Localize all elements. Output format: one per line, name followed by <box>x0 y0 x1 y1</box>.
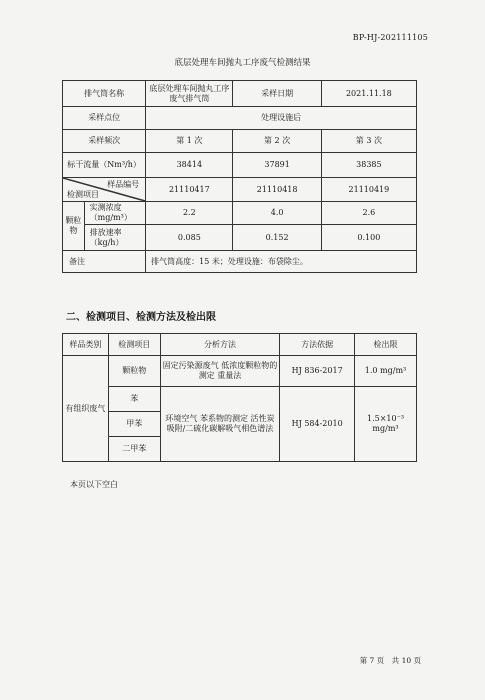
stack-name-label: 排气筒名称 <box>63 81 146 107</box>
concentration-1: 2.2 <box>146 202 233 225</box>
particulate-label: 颗粒物 <box>63 202 85 251</box>
emission-rate-label: 排放速率（kg/h） <box>84 225 146 251</box>
remark-value: 排气筒高度：15 米；处理设施：布袋除尘。 <box>146 251 417 273</box>
basis-particulate: HJ 836-2017 <box>280 356 355 387</box>
header-method: 分析方法 <box>160 334 280 356</box>
sampling-frequency-label: 采样频次 <box>63 130 146 153</box>
emission-rate-2: 0.152 <box>233 225 321 251</box>
concentration-2: 4.0 <box>233 202 321 225</box>
header-basis: 方法依据 <box>280 334 355 356</box>
flow-label: 标干流量（Nm³/h） <box>63 153 146 178</box>
diagonal-header-cell <box>63 178 146 202</box>
frequency-1: 第 1 次 <box>146 130 233 153</box>
methods-table <box>62 333 417 462</box>
sample-id-1: 21110417 <box>146 178 233 202</box>
item-xylene: 二甲苯 <box>108 437 160 462</box>
results-table <box>62 80 417 273</box>
page-number: 第 7 页 共 10 页 <box>359 656 421 665</box>
header-limit: 检出限 <box>355 334 417 356</box>
emission-rate-3: 0.100 <box>321 225 416 251</box>
concentration-label: 实测浓度（mg/m³） <box>84 202 146 225</box>
sampling-date-value: 2021.11.18 <box>321 81 416 107</box>
test-item-header: 检测项目 <box>67 190 99 199</box>
section-heading: 二、检测项目、检测方法及检出限 <box>66 312 216 323</box>
method-particulate: 固定污染源废气 低浓度颗粒物的测定 重量法 <box>160 356 280 387</box>
flow-2: 37891 <box>233 153 321 178</box>
basis-voc: HJ 584-2010 <box>280 387 355 462</box>
limit-voc: 1.5×10⁻³ mg/m³ <box>355 387 417 462</box>
emission-rate-1: 0.085 <box>146 225 233 251</box>
blank-note: 本页以下空白 <box>70 480 118 489</box>
sampling-date-label: 采样日期 <box>233 81 321 107</box>
flow-3: 38385 <box>321 153 416 178</box>
sampling-point-value: 处理设施后 <box>146 107 417 130</box>
sample-id-2: 21110418 <box>233 178 321 202</box>
sampling-point-label: 采样点位 <box>63 107 146 130</box>
flow-1: 38414 <box>146 153 233 178</box>
stack-name-value: 底层处理车间抛丸工序废气排气筒 <box>146 81 233 107</box>
frequency-3: 第 3 次 <box>321 130 416 153</box>
frequency-2: 第 2 次 <box>233 130 321 153</box>
method-voc: 环境空气 苯系物的测定 活性炭吸附/二硫化碳解吸气相色谱法 <box>160 387 280 462</box>
item-particulate: 颗粒物 <box>108 356 160 387</box>
item-toluene: 甲苯 <box>108 412 160 437</box>
header-item: 检测项目 <box>108 334 160 356</box>
limit-particulate: 1.0 mg/m³ <box>355 356 417 387</box>
sample-id-3: 21110419 <box>321 178 416 202</box>
header-category: 样品类别 <box>63 334 109 356</box>
sample-id-header: 样品编号 <box>107 180 140 189</box>
table-title: 底层处理车间抛丸工序废气检测结果 <box>174 58 311 68</box>
category-organized-exhaust: 有组织废气 <box>63 356 109 462</box>
document-code: BP-HJ-202111105 <box>352 33 428 42</box>
remark-label: 备注 <box>63 251 146 273</box>
concentration-3: 2.6 <box>321 202 416 225</box>
item-benzene: 苯 <box>108 387 160 412</box>
